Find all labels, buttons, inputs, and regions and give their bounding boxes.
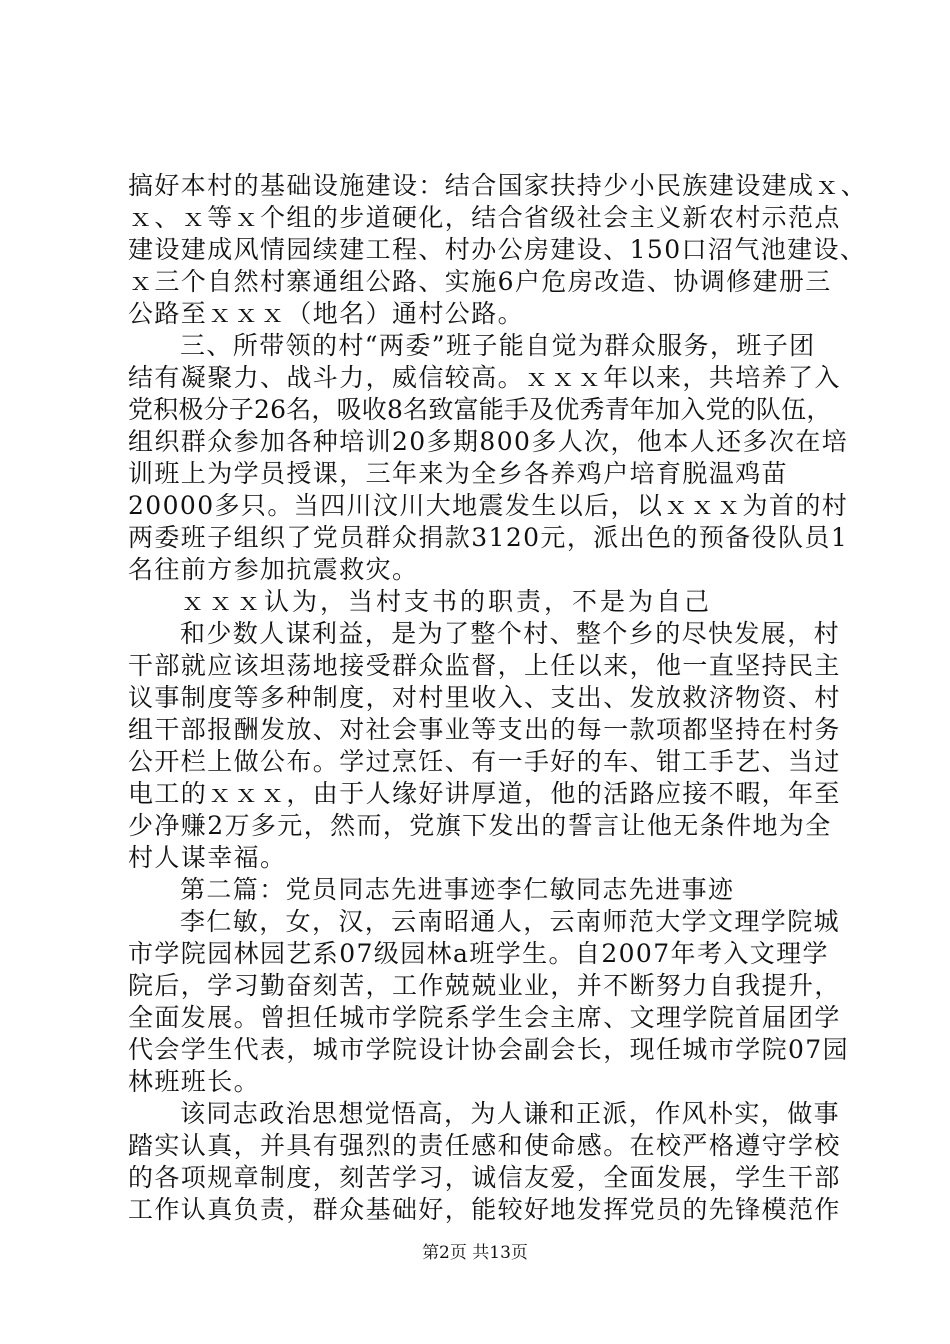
text-line: 20000多只。当四川汶川大地震发生以后，以ｘｘｘ为首的村 (128, 491, 849, 520)
text-line: 建设建成风情园续建工程、村办公房建设、150口沼气池建设、 (128, 235, 867, 264)
paragraph-start-line: ｘｘｘ认为，当村支书的职责，不是为自己 (180, 587, 713, 616)
text-line: 训班上为学员授课，三年来为全乡各养鸡户培育脱温鸡苗 (128, 459, 789, 488)
paragraph-start-line: 和少数人谋利益，是为了整个村、整个乡的尽快发展，村 (180, 619, 841, 648)
text-line: 全面发展。曾担任城市学院系学生会主席、文理学院首届团学 (128, 1003, 841, 1032)
text-line: 组干部报酬发放、对社会事业等支出的每一款项都坚持在村务 (128, 715, 841, 744)
page-number-footer: 第2页 共13页 (422, 1243, 528, 1263)
text-line: 代会学生代表，城市学院设计协会副会长，现任城市学院07园 (128, 1035, 850, 1064)
text-line: 公开栏上做公布。学过烹饪、有一手好的车、钳工手艺、当过 (128, 747, 841, 776)
text-line: 的各项规章制度，刻苦学习，诚信友爱，全面发展，学生干部 (128, 1163, 841, 1192)
text-line: 党积极分子26名，吸收8名致富能手及优秀青年加入党的队伍， (128, 395, 832, 424)
text-line: 电工的ｘｘｘ，由于人缘好讲厚道，他的活路应接不暇，年至 (128, 779, 841, 808)
text-line: 踏实认真，并具有强烈的责任感和使命感。在校严格遵守学校 (128, 1131, 841, 1160)
text-line: 工作认真负责，群众基础好，能较好地发挥党员的先锋模范作 (128, 1195, 841, 1224)
text-line: 议事制度等多种制度，对村里收入、支出、发放救济物资、村 (128, 683, 841, 712)
text-line: 组织群众参加各种培训20多期800多人次，他本人还多次在培 (128, 427, 849, 456)
text-line: 搞好本村的基础设施建设：结合国家扶持少小民族建设建成ｘ、 (128, 171, 868, 200)
paragraph-start-line: 李仁敏，女，汉，云南昭通人，云南师范大学文理学院城 (180, 907, 841, 936)
text-line: 两委班子组织了党员群众捐款3120元，派出色的预备役队员1 (128, 523, 849, 552)
text-line: 名往前方参加抗震救灾。 (128, 555, 419, 584)
text-line: 少净赚2万多元，然而，党旗下发出的誓言让他无条件地为全 (128, 811, 832, 840)
text-line: 干部就应该坦荡地接受群众监督，上任以来，他一直坚持民主 (128, 651, 841, 680)
section-heading: 第二篇：党员同志先进事迹李仁敏同志先进事迹 (180, 875, 735, 904)
document-body (128, 170, 868, 1226)
text-line: 村人谋幸福。 (128, 843, 287, 872)
text-line: 市学院园林园艺系07级园林a班学生。自2007年考入文理学 (128, 939, 829, 968)
text-line: ｘ、ｘ等ｘ个组的步道硬化，结合省级社会主义新农村示范点 (128, 203, 841, 232)
text-line: 结有凝聚力、战斗力，威信较高。ｘｘｘ年以来，共培养了入 (128, 363, 841, 392)
paragraph-start-line: 该同志政治思想觉悟高，为人谦和正派，作风朴实，做事 (180, 1099, 841, 1128)
paragraph-start-line: 三、所带领的村“两委”班子能自觉为群众服务，班子团 (180, 331, 816, 360)
text-line: ｘ三个自然村寨通组公路、实施6户危房改造、协调修建册三 (128, 267, 832, 296)
text-line: 林班班长。 (128, 1067, 261, 1096)
text-line: 公路至ｘｘｘ（地名）通村公路。 (128, 299, 525, 328)
text-line: 院后，学习勤奋刻苦，工作兢兢业业，并不断努力自我提升， (128, 971, 841, 1000)
